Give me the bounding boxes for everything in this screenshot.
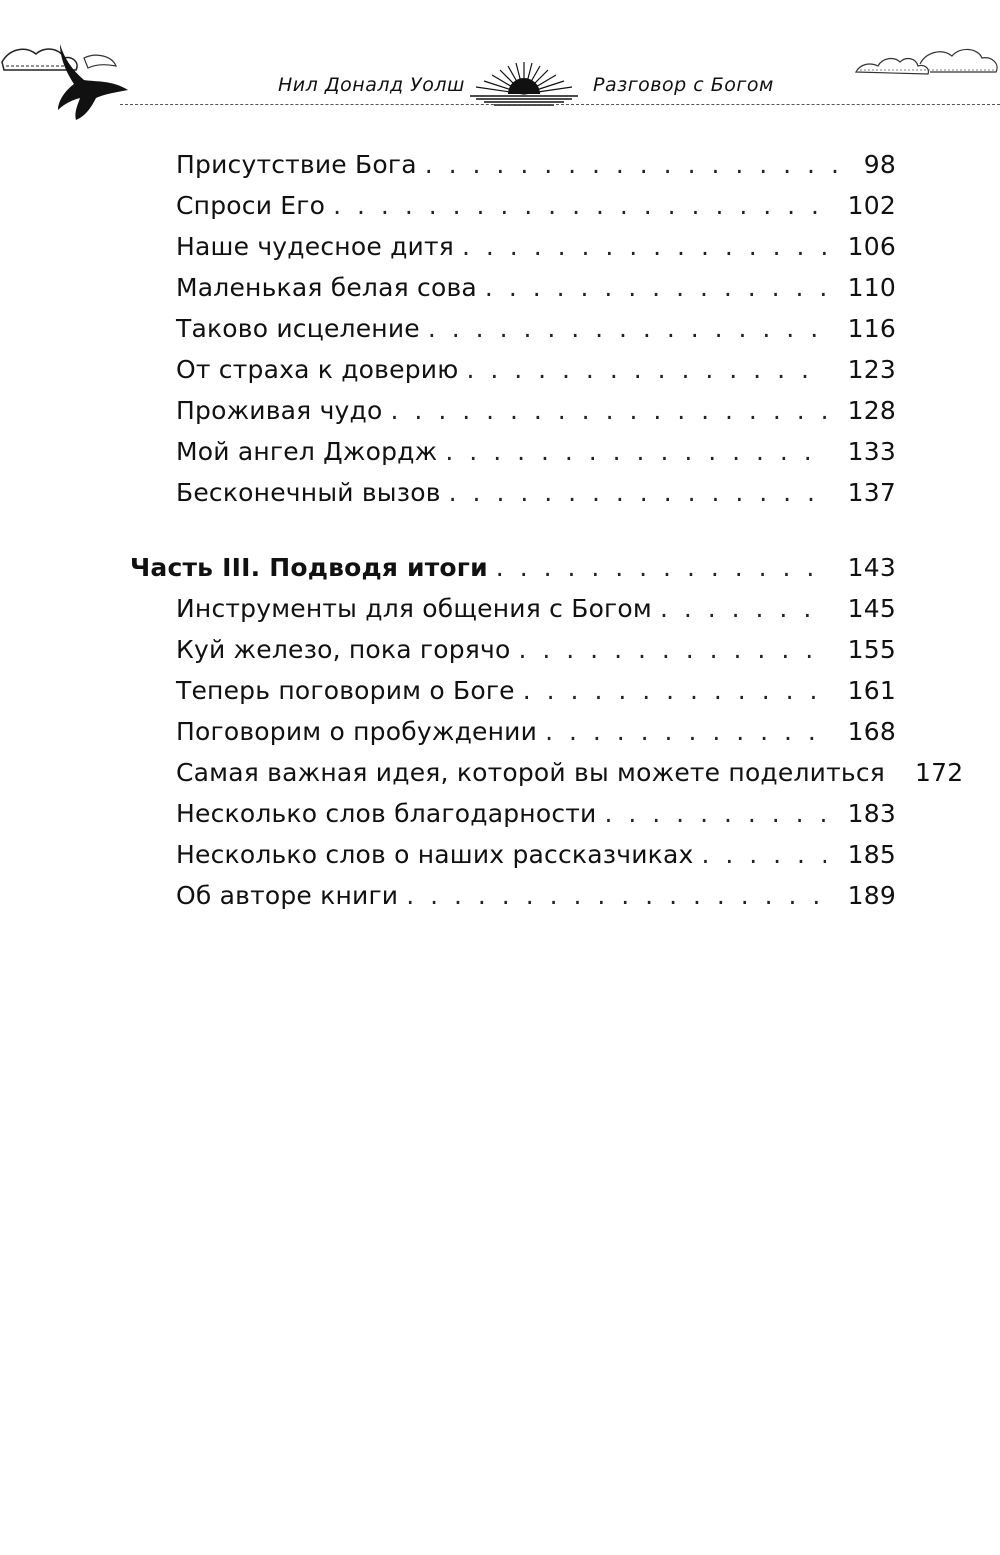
toc-entry-title: Бесконечный вызов <box>176 478 441 507</box>
toc-leader-dots <box>496 553 826 582</box>
clouds-icon <box>850 38 1000 93</box>
toc-leader-dots <box>660 594 826 623</box>
toc-leader-dots <box>523 676 826 705</box>
toc-leader-dots <box>406 881 825 910</box>
toc-entry <box>176 717 896 757</box>
toc-entry <box>176 881 896 921</box>
toc-entry-title: От страха к доверию <box>176 355 459 384</box>
toc-entry-page: 155 <box>847 635 896 664</box>
header-divider <box>120 104 1000 105</box>
toc-entry-title: Таково исцеление <box>176 314 420 343</box>
toc-entry-title: Куй железо, пока горячо <box>176 635 511 664</box>
toc-entry <box>176 437 896 477</box>
toc-leader-dots <box>485 273 826 302</box>
toc-entry-page: 189 <box>847 881 896 910</box>
toc-entry-page: 168 <box>847 717 896 746</box>
toc-entry-title: Присутствие Бога <box>176 150 417 179</box>
toc-entry-title: Наше чудесное дитя <box>176 232 455 261</box>
toc-entry-page: 185 <box>847 840 896 869</box>
toc-leader-dots <box>449 478 826 507</box>
toc-leader-dots <box>462 232 826 261</box>
toc-entry <box>176 273 896 313</box>
toc-leader-dots <box>428 314 826 343</box>
toc-entry <box>176 676 896 716</box>
toc-entry <box>176 314 896 354</box>
toc-leader-dots <box>545 717 826 746</box>
toc-entry <box>176 150 896 190</box>
toc-leader-dots <box>605 799 826 828</box>
toc-entry-title: Несколько слов о наших рассказчиках <box>176 840 694 869</box>
toc-entry-title: Маленькая белая сова <box>176 273 477 302</box>
toc-entry-title: Теперь поговорим о Боге <box>176 676 515 705</box>
toc-leader-dots <box>701 840 825 869</box>
toc-leader-dots <box>425 150 842 179</box>
toc-entry-page: 110 <box>847 273 896 302</box>
toc-entry-page: 183 <box>847 799 896 828</box>
toc-entry-page: 102 <box>847 191 896 220</box>
toc-entry-page: 128 <box>847 396 896 425</box>
toc-leader-dots <box>445 437 825 466</box>
toc-entry-title: Самая важная идея, которой вы можете поделиться <box>176 758 886 787</box>
toc-entry-title: Поговорим о пробуждении <box>176 717 538 746</box>
toc-entry-title: Спроси Его <box>176 191 326 220</box>
toc-entry <box>176 758 964 798</box>
toc-entry <box>176 191 896 231</box>
toc-part-heading <box>130 553 896 593</box>
toc-leader-dots <box>333 191 826 220</box>
toc-entry-page: 116 <box>847 314 896 343</box>
running-header <box>0 0 1000 130</box>
toc-entry-page: 106 <box>847 232 896 261</box>
toc-entry-page: 172 <box>915 758 964 787</box>
toc-entry-title: Инструменты для общения с Богом <box>176 594 652 623</box>
toc-entry-title: Мой ангел Джордж <box>176 437 438 466</box>
toc-entry-page: 145 <box>847 594 896 623</box>
toc-entry <box>176 232 896 272</box>
toc-leader-dots <box>391 396 826 425</box>
toc-entry-page: 161 <box>847 676 896 705</box>
header-author: Нил Доналд Уолш <box>278 74 465 96</box>
toc-part-page: 143 <box>847 553 896 582</box>
header-book-title: Разговор с Богом <box>593 74 774 96</box>
rising-sun-icon <box>468 60 580 106</box>
toc-entry-title: Проживая чудо <box>176 396 383 425</box>
toc-leader-dots <box>519 635 826 664</box>
toc-entry-page: 137 <box>847 478 896 507</box>
toc-entry <box>176 635 896 675</box>
toc-entry <box>176 355 896 395</box>
toc-entry <box>176 478 896 518</box>
toc-entry-page: 123 <box>847 355 896 384</box>
toc-entry <box>176 396 896 436</box>
toc-leader-dots <box>466 355 825 384</box>
toc-entry-page: 98 <box>863 150 896 179</box>
toc-entry-title: Об авторе книги <box>176 881 399 910</box>
dove-with-clouds-icon <box>0 40 140 125</box>
toc-entry-title: Несколько слов благодарности <box>176 799 597 828</box>
toc-entry <box>176 799 896 839</box>
toc-entry-page: 133 <box>847 437 896 466</box>
toc-part-title: Часть III. Подводя итоги <box>130 553 488 582</box>
toc-entry <box>176 840 896 880</box>
toc-entry <box>176 594 896 634</box>
